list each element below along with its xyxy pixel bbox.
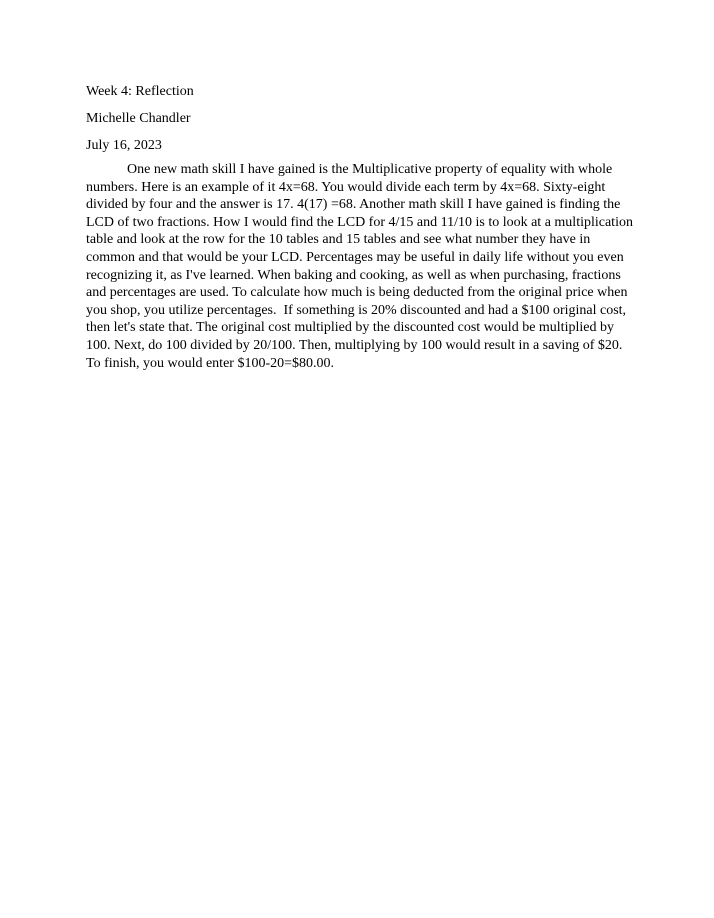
document-content xyxy=(86,83,638,372)
document-date: July 16, 2023 xyxy=(86,138,162,153)
body-paragraph: One new math skill I have gained is the Multiplicative property of equality with whole numbers. Here is an example of it 4x=68. You would divide each term by 4x=68. Sixty-eight divided by four and the answer is 17. 4(17) =68. Another math skill I have gained is finding the LCD of two fractions. How I would find the LCD for 4/15 and 11/10 is to look at a multiplication table and look at the row for the 10 tables and 15 tables and see what number they have in common and that would be your LCD. Percentages may be useful in daily life without you even recognizing it, as I've learned. When baking and cooking, as well as when purchasing, fractions and percentages are used. To calculate how much is being deducted from the original price when you shop, you utilize percentages. If something is 20% discounted and had a $100 original cost, then let's state that. The original cost multiplied by the discounted cost would be multiplied by 100. Next, do 100 divided by 20/100. Then, multiplying by 100 would result in a saving of $20. To finish, you would enter $100-20=$80.00. xyxy=(86,162,637,371)
author-name: Michelle Chandler xyxy=(86,111,191,126)
document-title: Week 4: Reflection xyxy=(86,84,194,99)
